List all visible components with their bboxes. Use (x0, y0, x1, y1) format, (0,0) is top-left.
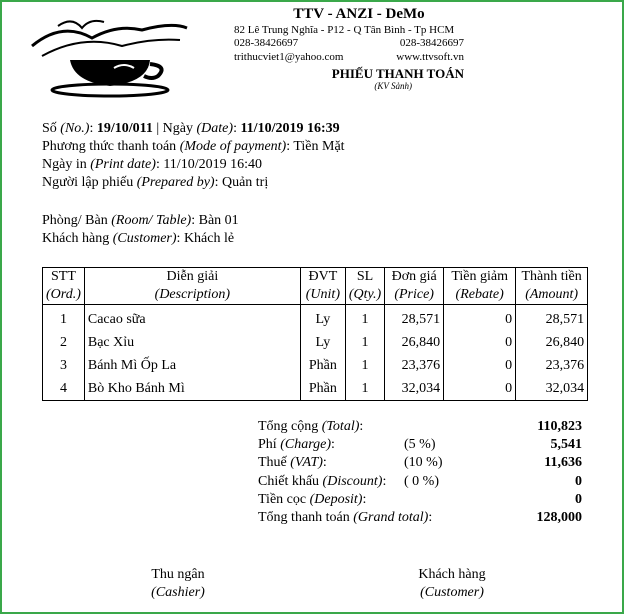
room-table-line: Phòng/ Bàn (Room/ Table): Bàn 01 (42, 213, 239, 228)
payment-mode: Tiền Mặt (293, 139, 345, 154)
vat-value: 11,636 (544, 455, 582, 471)
header-unit: ĐVT (Unit) (300, 268, 345, 305)
print-date: 11/10/2019 16:40 (163, 157, 262, 172)
charge-value: 5,541 (550, 437, 582, 453)
table-row: 2 Bạc Xỉu Ly 1 26,840 0 26,840 (43, 331, 588, 354)
customer-signature: Khách hàng (Customer) (418, 567, 486, 600)
company-phone-2: 028-38426697 (399, 37, 464, 49)
totals-block (258, 418, 582, 527)
prepared-by: Quản trị (221, 175, 269, 190)
charge-row: Phí (Charge): (5 %) 5,541 (258, 436, 582, 454)
receipt-date: 11/10/2019 16:39 (240, 121, 340, 136)
table-row: 1 Cacao sữa Ly 1 28,571 0 28,571 (43, 305, 588, 332)
print-date-line: Ngày in (Print date): 11/10/2019 16:40 (42, 157, 262, 172)
deposit-row: Tiền cọc (Deposit): 0 (258, 491, 582, 509)
payment-mode-line: Phương thức thanh toán (Mode of payment): Tiền Mặt (42, 139, 345, 154)
document-title: PHIẾU THANH TOÁN (331, 66, 464, 81)
header-ord: STT (Ord.) (43, 268, 85, 305)
company-address: 82 Lê Trung Nghĩa - P12 - Q Tân Bình - Tp HCM (234, 23, 455, 36)
header-description: Diễn giải (Description) (84, 268, 300, 305)
customer-line: Khách hàng (Customer): Khách lẻ (42, 231, 235, 246)
receipt-number-line: Số (No.): 19/10/011 | Ngày (Date): 11/10/2019 16:39 (42, 121, 340, 136)
total-row: Tổng cộng (Total): 110,823 (258, 418, 582, 436)
total-value: 110,823 (537, 419, 582, 434)
grand-total-row: Tổng thanh toán (Grand total): 128,000 (258, 509, 582, 527)
company-email: trithucviet1@yahoo.com (234, 50, 344, 63)
company-website: www.ttvsoft.vn (396, 50, 464, 63)
company-phone-1: 028-38426697 (234, 37, 299, 49)
header-rebate: Tiền giảm (Rebate) (444, 268, 516, 305)
prepared-by-line: Người lập phiếu (Prepared by): Quản trị (42, 175, 269, 190)
grand-total-value: 128,000 (536, 510, 582, 526)
header-qty: SL (Qty.) (345, 268, 384, 305)
document-subtitle: (KV Sảnh) (374, 81, 412, 91)
header-price: Đơn giá (Price) (385, 268, 444, 305)
table-row: 4 Bò Kho Bánh Mì Phần 1 32,034 0 32,034 (43, 377, 588, 401)
company-header (234, 8, 464, 64)
company-name: TTV - ANZI - DeMo (293, 6, 425, 22)
discount-value: 0 (575, 473, 582, 489)
customer-name: Khách lẻ (183, 231, 235, 246)
discount-row: Chiết khấu (Discount): ( 0 %) 0 (258, 473, 582, 491)
coffee-cup-logo-icon (22, 16, 192, 100)
room-table: Bàn 01 (198, 213, 239, 228)
cashier-signature: Thu ngân (Cashier) (151, 567, 205, 600)
vat-row: Thuế (VAT): (10 %) 11,636 (258, 454, 582, 472)
items-table (42, 267, 588, 401)
header-amount: Thành tiền (Amount) (516, 268, 588, 305)
deposit-value: 0 (575, 491, 582, 507)
table-row: 3 Bánh Mì Ốp La Phần 1 23,376 0 23,376 (43, 354, 588, 377)
receipt-number: 19/10/011 (96, 121, 153, 136)
table-header-row (43, 268, 588, 305)
